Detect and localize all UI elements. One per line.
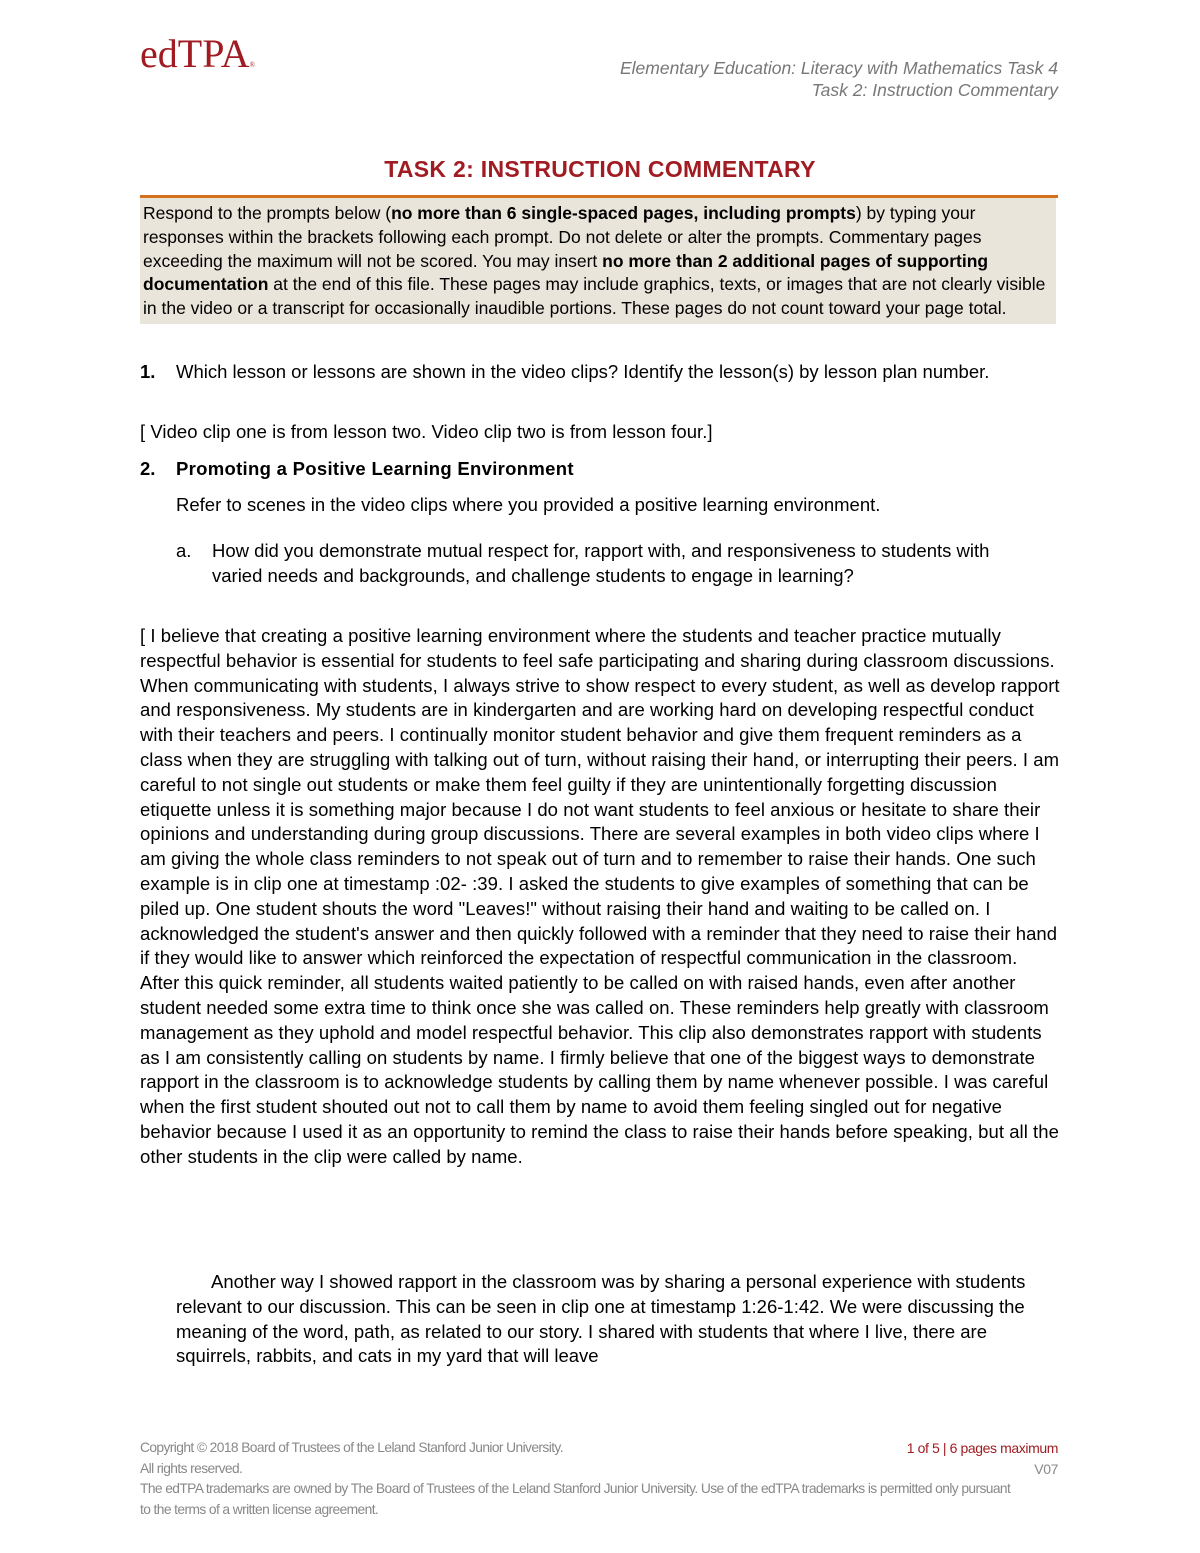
running-header <box>620 57 1058 101</box>
prompt-1-number: 1. <box>140 361 156 382</box>
prompt-2a-response[interactable]: [ I believe that creating a positive learning environment where the students and teacher practice mutually respectful behavior is essential for students to feel safe participating and sharing during classroom discussions. When communicating with students, I always strive to show respect to every student, as well as develop rapport and responsiveness. My students are in kindergarten and are working hard on developing respectful conduct with their teachers and peers. I continually monitor student behavior and give them frequent reminders as a class when they are struggling with talking out of turn, without raising their hand, or interrupting their peers. I am careful to not single out students or make them feel guilty if they are unintentionally forgetting discussion etiquette unless it is something major because I do not want students to feel anxious or hesitate to share their opinions and understanding during group discussions. There are several examples in both video clips where I am giving the whole class reminders to not speak out of turn and to remember to raise their hands. One such example is in clip one at timestamp :02- :39. I asked the students to give examples of something that can be piled up. One student shouts the word "Leaves!" without raising their hand and waiting to be called on. I acknowledged the student's answer and then quickly followed with a reminder that they need to raise their hand if they would like to answer which reinforced the expectation of respectful communication in the classroom. After this quick reminder, all students waited patiently to be called on with raised hands, even after another student needed some extra time to think once she was called on. These reminders help greatly with classroom management as they uphold and model respectful behavior. This clip also demonstrates rapport with students as I am consistently calling on students by name. I firmly believe that one of the biggest ways to demonstrate rapport in the classroom is to acknowledge students by calling them by name whenever possible. I was careful when the first student shouted out not to call them by name to avoid them feeling singled out for negative behavior because I used it as an opportunity to remind the class to raise their hands before speaking, but all the other students in the clip were called by name. <box>140 625 1060 1167</box>
prompt-1-text: Which lesson or lessons are shown in the video clips? Identify the lesson(s) by lesson plan number. <box>176 361 990 382</box>
prompt-2a-response-continued[interactable]: Another way I showed rapport in the classroom was by sharing a personal experience with students relevant to our discussion. This can be seen in clip one at timestamp 1:26-1:42. We were discussing the meaning of the word, path, as related to our story. I shared with students that where I live, there are squirrels, rabbits, and cats in my yard that will leave <box>176 1271 1026 1367</box>
prompt-2-intro: Refer to scenes in the video clips where you provided a positive learning environment. <box>176 494 881 515</box>
prompt-2-heading: Promoting a Positive Learning Environment <box>176 458 574 479</box>
prompt-2a-text: How did you demonstrate mutual respect for, rapport with, and responsiveness to students with varied needs and backgrounds, and challenge students to engage in learning? <box>212 540 990 586</box>
page-counter <box>907 1438 1058 1479</box>
version-label: V07 <box>1034 1460 1058 1477</box>
header-line-2: Task 2: Instruction Commentary <box>811 80 1058 100</box>
page-number: 1 of 5 | 6 pages maximum <box>906 1440 1058 1456</box>
footer-copyright: Copyright © 2018 Board of Trustees of the Leland Stanford Junior University. All rights reserved. <box>140 1440 563 1476</box>
edtpa-logo: edTPA® <box>140 31 255 76</box>
instructions-box: Respond to the prompts below (no more than 6 single-spaced pages, including prompts) by typing your responses within the brackets following each prompt. Do not delete or alter the prompts. Commentary pages exceeding the maximum will not be scored. You may insert no more than 2 additional pages of supporting documentation at the end of this file. These pages may include graphics, texts, or images that are not clearly visible in the video or a transcript for occasionally inaudible portions. These pages do not count toward your page total. <box>140 198 1056 324</box>
header-line-1: Elementary Education: Literacy with Mathematics Task 4 <box>619 58 1058 78</box>
prompt-2-number: 2. <box>140 458 156 479</box>
footer-trademark: The edTPA trademarks are owned by The Board of Trustees of the Leland Stanford Junior University. Use of the edTPA trademarks is permitted only pursuant to the terms of a written license agreement. <box>140 1481 1011 1517</box>
prompt-2a-label: a. <box>176 540 192 561</box>
logo-trademark: ® <box>249 61 255 69</box>
page-title: TASK 2: INSTRUCTION COMMENTARY <box>384 156 816 182</box>
prompt-1-response[interactable]: [ Video clip one is from lesson two. Video clip two is from lesson four.] <box>140 421 713 442</box>
